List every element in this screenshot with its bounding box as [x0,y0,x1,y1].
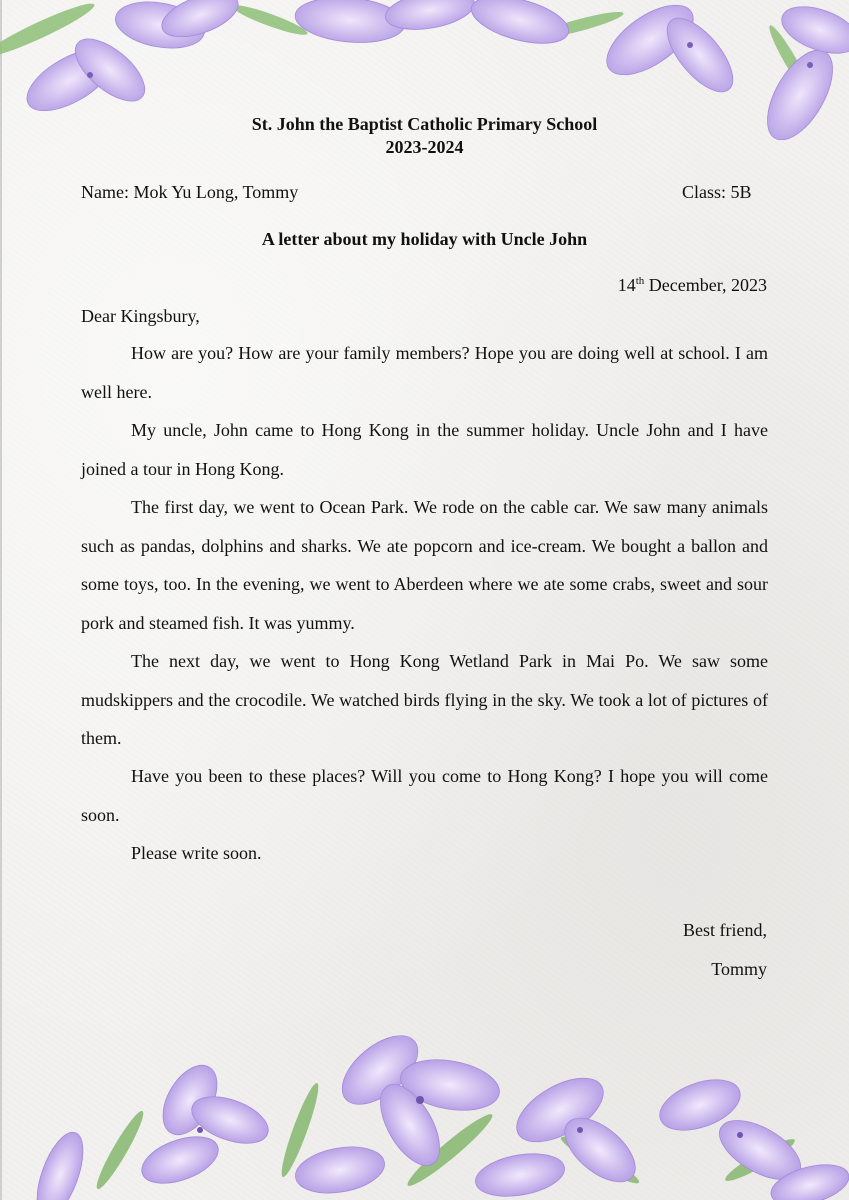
bottom-flower-border [0,1010,849,1200]
school-name: St. John the Baptist Catholic Primary School [251,114,598,134]
school-year: 2023-2024 [385,137,464,157]
letter-paragraph: Please write soon. [131,843,262,863]
letter-closing: Best friend, [683,920,767,940]
letter-paragraph: How are you? How are your family members? Hope you are doing well at school. I am well here. [81,343,768,402]
letter-subject: A letter about my holiday with Uncle John [261,229,588,249]
letter-greeting: Dear Kingsbury, [81,306,200,326]
student-class: Class: 5B [682,182,752,202]
letter-date [618,275,767,296]
letter-signature: Tommy [711,959,767,979]
student-name: Name: Mok Yu Long, Tommy [81,182,299,202]
date-day: 14 [617,275,636,295]
flower-icon [28,1023,849,1200]
letter-paragraph: The next day, we went to Hong Kong Wetland Park in Mai Po. We saw some mudskippers and the crocodile. We watched birds flying in the sky. We took a lot of pictures of them. [81,651,768,748]
letter-paragraph: The first day, we went to Ocean Park. We rode on the cable car. We saw many animals such as pandas, dolphins and sharks. We ate popcorn and ice-cream. We bought a ballon and some toys, too. In the evening, we went to Aberdeen where we ate some crabs, sweet and sour pork and steamed fish. It was yummy. [81,497,768,633]
date-rest: December, 2023 [644,275,767,295]
letter-paragraph: Have you been to these places? Will you come to Hong Kong? I hope you will come soon. [81,766,768,825]
date-suffix: th [635,275,645,287]
letter-paragraph: My uncle, John came to Hong Kong in the summer holiday. Uncle John and I have joined a tour in Hong Kong. [81,420,768,479]
